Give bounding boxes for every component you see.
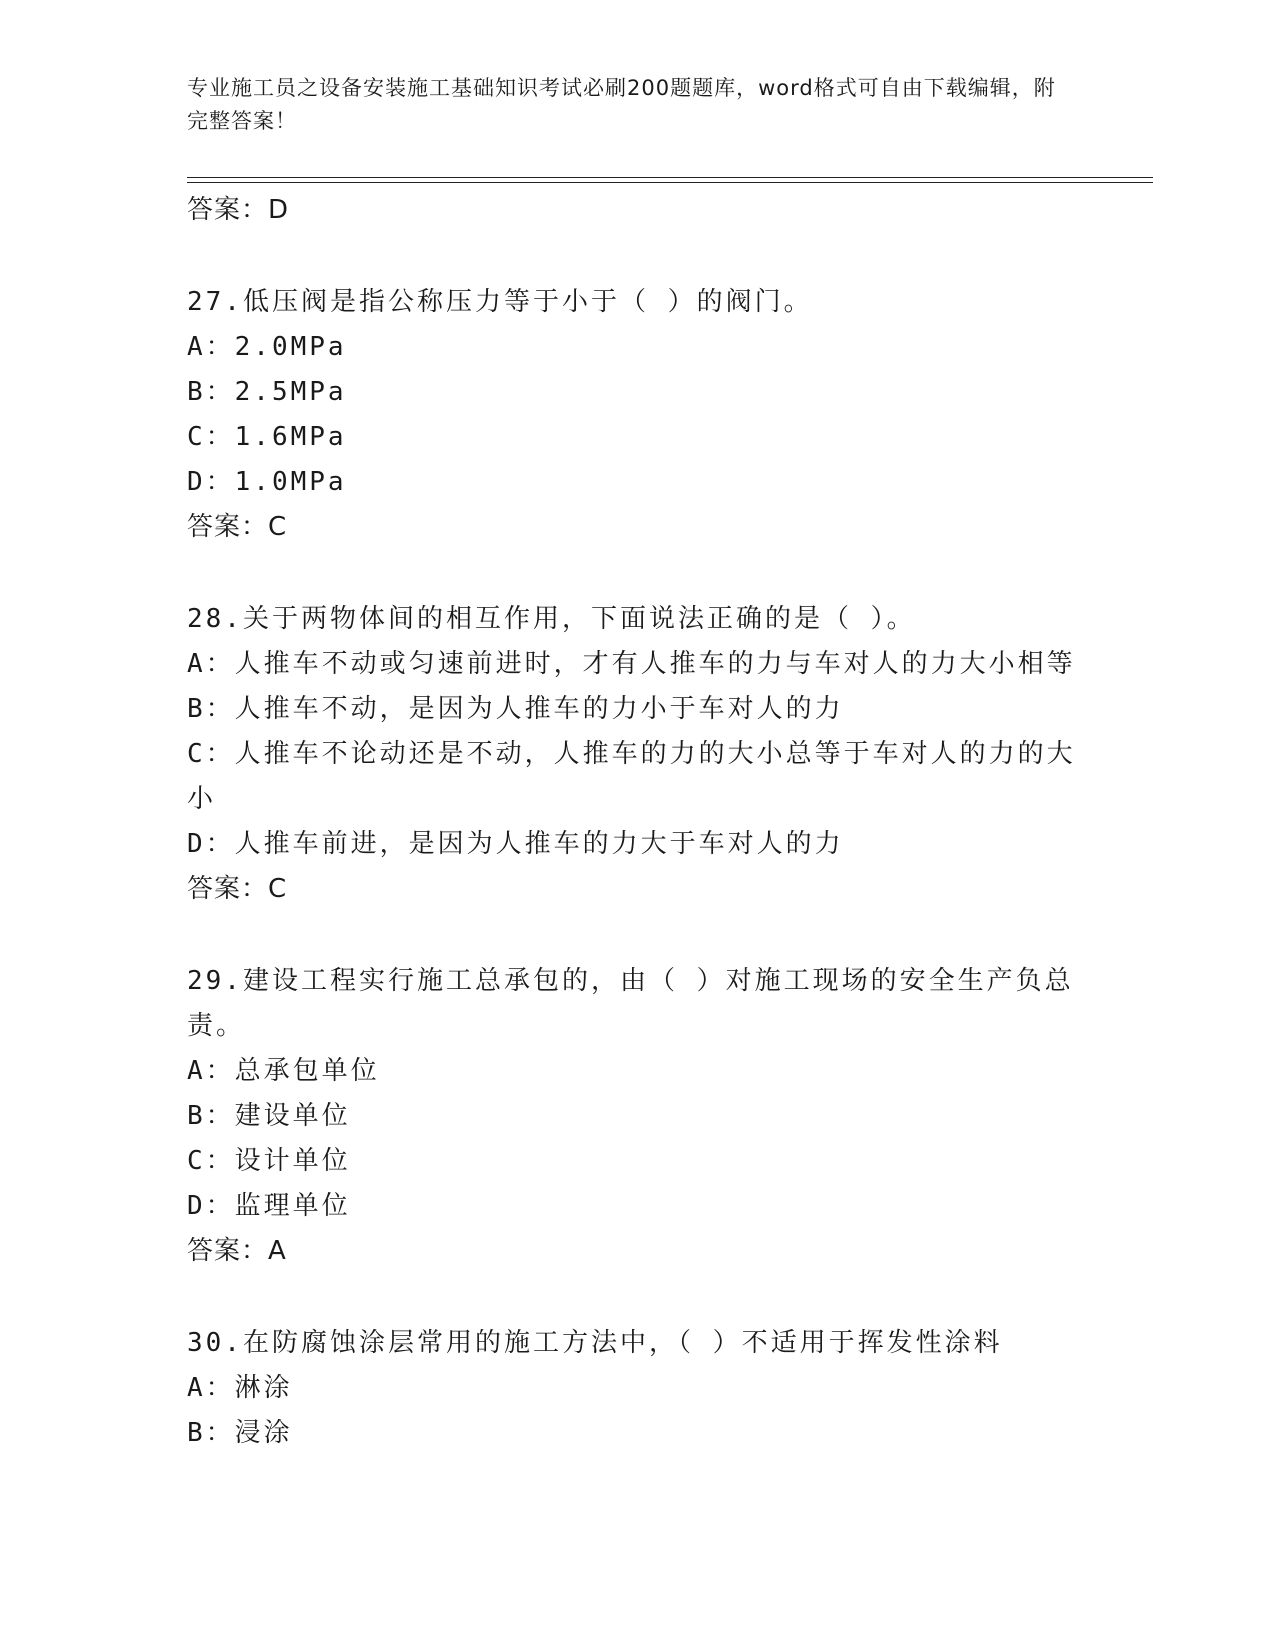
- option-b: B：人推车不动，是因为人推车的力小于车对人的力: [187, 694, 844, 724]
- option-b: B：浸涂: [187, 1418, 293, 1448]
- option-d: D：监理单位: [187, 1191, 351, 1221]
- question-stem: 29.建设工程实行施工总承包的，由（ ）对施工现场的安全生产负总责。: [187, 966, 1074, 1041]
- option-c: C：1.6MPa: [187, 422, 347, 452]
- option-b: B：2.5MPa: [187, 377, 347, 407]
- answer-line: 答案：C: [187, 512, 288, 542]
- question-stem: 28.关于两物体间的相互作用，下面说法正确的是（ ）。: [187, 604, 916, 634]
- question-28: [187, 597, 1087, 912]
- question-stem: 27.低压阀是指公称压力等于小于（ ）的阀门。: [187, 287, 813, 317]
- option-c: C：人推车不论动还是不动，人推车的力的大小总等于车对人的力的大小: [187, 739, 1076, 814]
- header-rule-top: [187, 177, 1153, 178]
- answer-line: 答案：D: [187, 195, 290, 225]
- option-d: D：人推车前进，是因为人推车的力大于车对人的力: [187, 829, 844, 859]
- option-a: A：总承包单位: [187, 1056, 380, 1086]
- option-a: A：人推车不动或匀速前进时，才有人推车的力与车对人的力大小相等: [187, 649, 1076, 679]
- question-29: [187, 959, 1087, 1274]
- option-d: D：1.0MPa: [187, 467, 347, 497]
- option-a: A：2.0MPa: [187, 332, 347, 362]
- question-30: [187, 1321, 1087, 1456]
- option-a: A：淋涂: [187, 1373, 293, 1403]
- answer-line: 答案：A: [187, 1236, 287, 1266]
- question-list: [187, 188, 1087, 1456]
- question-27: [187, 280, 1087, 550]
- answer-line: 答案：C: [187, 874, 288, 904]
- document-header: 专业施工员之设备安装施工基础知识考试必刷200题题库，word格式可自由下载编辑，附完整答案！: [187, 76, 1056, 133]
- option-b: B：建设单位: [187, 1101, 351, 1131]
- option-c: C：设计单位: [187, 1146, 351, 1176]
- question-stem: 30.在防腐蚀涂层常用的施工方法中，（ ）不适用于挥发性涂料: [187, 1328, 1003, 1358]
- header-rule-bottom: [187, 182, 1153, 183]
